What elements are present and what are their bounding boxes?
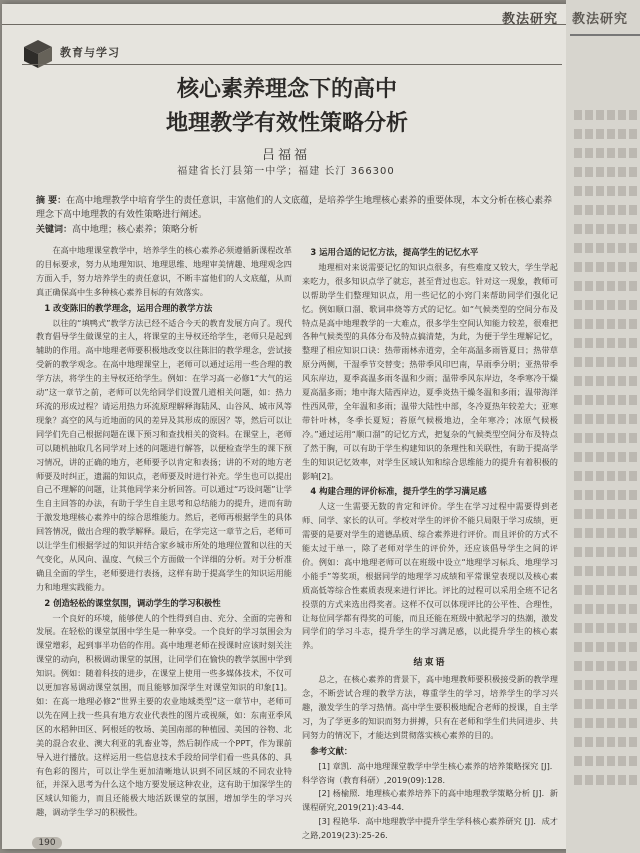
left-column xyxy=(36,244,292,820)
reference-2: [2] 杨榆照．地理核心素养培养下的高中地理教学策略分析 [J]．新课程研究,2019(21):43-44． xyxy=(302,788,558,813)
page-number: 190 xyxy=(32,837,62,849)
keywords-text: 高中地理；核心素养；策略分析 xyxy=(72,225,199,235)
conclusion-paragraph: 总之，在核心素养的背景下，高中地理教师要积极接受新的教学理念，不断尝试合理的教学方法，尊重学生的学习，培养学生的学习兴趣，激发学生的学习热情。高中学生要积极地配合老师的授课，自主学习，为了学更多的知识而努力拼搏，只有在老师和学生们共同进步、共同努力的情况下，才能达到贯彻落实核心素养的目的。 xyxy=(302,674,558,740)
section-tag: 教育与学习 xyxy=(60,46,120,59)
cube-logo-icon xyxy=(22,38,54,70)
author-name: 吕福福 xyxy=(261,148,310,163)
section-3-heading: 3 运用合适的记忆方法，提高学生的记忆水平 xyxy=(310,247,479,257)
title-line-2: 地理教学有效性策略分析 xyxy=(165,110,408,136)
reference-1: [1] 章凯．高中地理课堂教学中学生核心素养的培养策略探究 [J]．科学咨询（教育科研）,2019(09):128． xyxy=(302,760,558,785)
abstract-block xyxy=(36,194,556,237)
adjacent-page-header: 教法研究 xyxy=(572,12,629,27)
abstract-label: 摘 要： xyxy=(36,196,67,206)
header-rule xyxy=(2,24,570,25)
section-2-paragraph: 一个良好的环境，能够使人的个性得到自由、充分、全面的完善和发展。在轻松的课堂氛围中学生是一种享受。一个良好的学习氛围会为课堂增彩，起到事半功倍的作用。高中地理老师在授课时应该时刻关注课堂的动向，积极调动课堂的氛围，让同学们在愉快的教学氛围中学到知识。例如：随着科技的进步，在课堂上使用一些多媒体技术，不仅可以更加容易调动课堂氛围，而且能够加深学生对课堂知识的印象[1]。如：在高一地理必修2“世界主要的农业地域类型”这一章节中，老师可以先在网上找一些具有地方农业代表性的图片或视频，如：东南亚季风区的水稻种田区、阿根廷的牧场、美国南部的种植园、美国的谷物、北美的混合农业、澳大利亚的乳畜业等，然后制作成一个PPT，作为课前导入进行播放。这样运用一些信息技术手段给同学们看一些具体的、具有色彩的图片，可以让学生更加清晰地认识到不同区域的不同农业特征，并深入思考为什么这个地方要发展这种农业，这有助于加深学生的区域认知能力，而且还能极大地活跃课堂的氛围，增加学生的学习兴趣，调动学生学习的积极性。 xyxy=(36,612,292,818)
intro-paragraph: 在高中地理课堂教学中，培养学生的核心素养必须遵循新课程改革的目标要求，努力从地理知识、地理思维、地理审美情趣、地理观念四方面入手，努力培养学生的责任意识，不断丰富他们的人文底蕴，从而真正确保高中生多种核心素养目标的有效落实。 xyxy=(36,245,292,297)
section-rule xyxy=(22,64,562,65)
abstract-text: 在高中地理教学中培育学生的责任意识，丰富他们的人文底蕴，是培养学生地理核心素养的重要体现，本文分析在核心素养理念下高中地理教的有效性策略进行阐述。 xyxy=(36,196,553,220)
section-1-paragraph: 以往的“填鸭式”教学方法已经不适合今天的教育发展方向了。现代教育倡导学生做课堂的主人，将课堂的主导权还给学生，老师只是起到辅助的作用。高中地理老师要积极地改变以往陈旧的教学理念，尝试接受新的教学观念。在高中地理课堂上，老师可以通过运用一些合理的教学方法，将学生的主导权还给学生。例如：在学习高一必修1“大气的运动”这一章节之前，老师可以先给同学们设置几道相关问题，如：热力环流的形成过程？请运用热力环流原理解释海陆风、山谷风、城市风等现象？高空的风与近地面的风的差异及其形成的原因？等，然后可以让同学们先自己根据问题在课下预习和查找相关的资料。在课堂上，老师可以随机抽取几名同学对上述的问题进行解答，以便检查学生的课下预习情况，讲的正确的地方，老师要予以肯定和表扬；讲的不对的地方老师要及时纠正，遗漏的知识点，老师要及时进行补充。学生也可以提出自己不理解的问题，让其他同学来分析回答。可以通过“巧设问题”让学生自主回答的办法，有助于学生自主思考和总结能力的提升，进而有助于激发地理核心素养中的综合思维能力。然后，老师再根据学生的具体回答情况，做出合理的教学解释。最后，在学完这一章节之后，老师可以让学生们根据学过的知识并结合家乡城市所处的地理位置和以往的天气变化，从风向、温度、气候三个方面做一个详细的分析。对于分析准确且全面的学生，老师要进行表扬，这样有助于提高学生的知识运用能力和地理实践能力。 xyxy=(36,317,292,592)
adjacent-page xyxy=(566,0,640,853)
references-heading: 参考文献： xyxy=(310,745,353,756)
author-affiliation: 福建省长汀县第一中学；福建 长汀 366300 xyxy=(177,166,395,177)
section-2-heading: 2 创造轻松的课堂氛围，调动学生的学习积极性 xyxy=(44,597,221,608)
adjacent-page-rule xyxy=(570,34,640,36)
section-4-paragraph: 人这一生需要无数的肯定和评价。学生在学习过程中需要得到老师、同学、家长的认可。学校对学生的评价不能只局限于学习成绩，更需要的是要对学生的道德品质、综合素养进行评价。而且评价的方式不能太过于单一，除了老师对学生的评价外，还应该倡导学生之间的评价。例如：高中地理老师可以在班级中设立“地理学习标兵、地理学习小能手”等奖项，根据同学的地理学习成绩和平常课堂表现以及核心素质高低等综合性素质表现来进行评比。评比的过程可以采用全班不记名投票的方式来选出得奖者。这样不仅可以体现评比的公平性、合理性，让每位同学都有得奖的可能，而且还能在班级中掀起学习的热潮，激发同学们的学习斗志，提升学生的学习满足感，以此提升学生的核心素养。 xyxy=(302,501,558,651)
section-1-heading: 1 改变陈旧的教学理念，运用合理的教学方法 xyxy=(44,302,213,313)
title-line-1: 核心素养理念下的高中 xyxy=(176,76,397,102)
journal-page xyxy=(2,4,570,849)
section-3-paragraph: 地理相对来说需要记忆的知识点很多，有些难度又较大，学生学起来吃力，很多知识点学了就忘，甚至背过也忘。针对这一现象，教师可以帮助学生们整理知识点，用一些记忆的小窍门来帮助同学们强化记忆。例如顺口溜、歌词串烧等方式的记忆。如“气候类型的空间分布及特点是高中地理教学的一大难点，很多学生空间认知能力较差，很难把各种气候类型的具体分布及特点搞清楚，为此，为便于学生理解记忆，整理了相应知识口诀：热带雨林赤道旁，全年高温多雨皆夏日；热带草原分两侧，干湿季节交替变；热带季风印巴南，旱雨季分明；亚热带季风东岸边，夏季高温多雨冬温和少雨；温带季风东岸边，冬季寒冷干燥夏高温多雨；地中海大陆西岸边，夏季炎热干燥冬温和多雨；温带海洋性西风带，全年温和多雨；温带大陆性中部，冬冷夏热年较差大；亚寒带针叶林，冬季长夏短；苔原气候极地边，全年寒冷；冰原气候极冷。”通过运用“顺口溜”的记忆方式，把复杂的气候类型空间分布及特点了然于胸，可以有助于学生构建知识的条理性和关联性，有助于提高学生的知识记忆效率，对学生区域认知和综合思维能力的提升有着积极的影响[2]。 xyxy=(302,261,558,481)
section-4-heading: 4 构建合理的评价标准，提升学生的学习满足感 xyxy=(310,486,487,497)
keywords-label: 关键词： xyxy=(36,225,73,235)
conclusion-heading: 结束语 xyxy=(413,658,447,669)
adjacent-page-text xyxy=(574,110,640,794)
column-header: 教法研究 xyxy=(501,12,558,27)
right-column xyxy=(302,244,558,843)
reference-3: [3] 程艳华．高中地理教学中提升学生学科核心素养研究 [J]．成才之路,2019(23):25-26． xyxy=(302,816,558,841)
article-title xyxy=(42,72,532,140)
